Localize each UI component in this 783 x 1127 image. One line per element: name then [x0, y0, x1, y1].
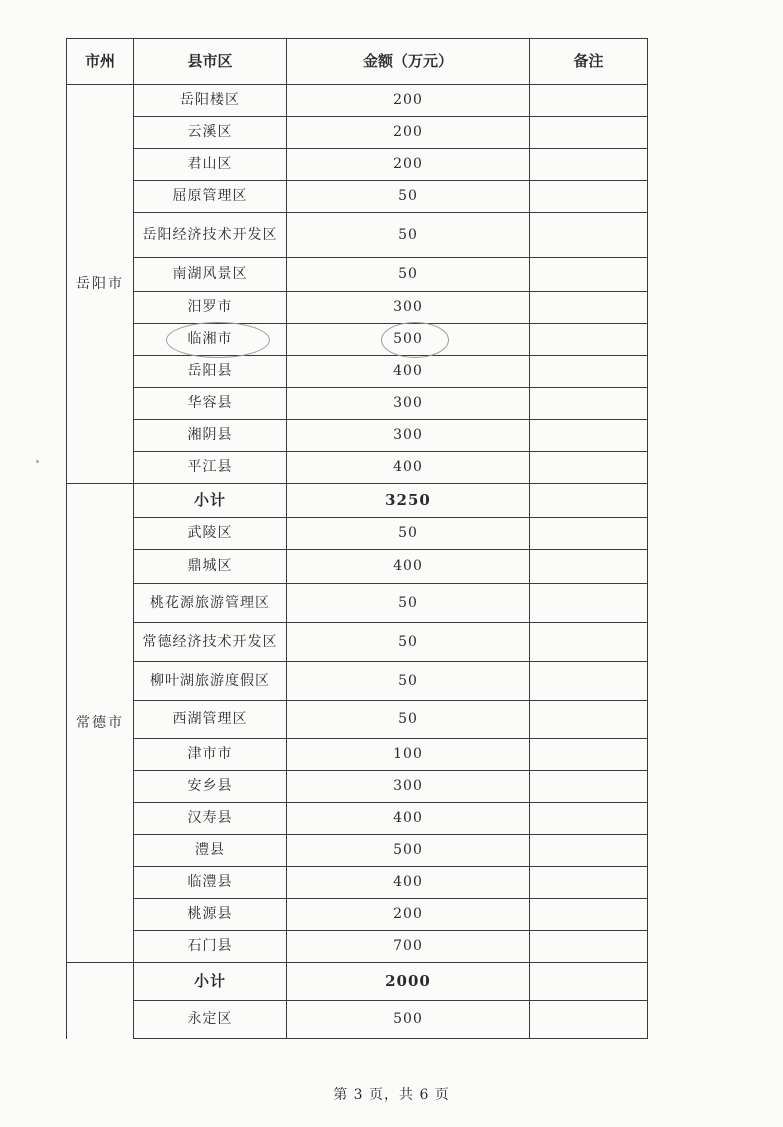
amount-cell: 400: [287, 803, 530, 835]
table-row: [67, 213, 648, 258]
remark-cell: [530, 931, 648, 963]
subtotal-label: 小计: [134, 484, 287, 518]
header-county: 县市区: [134, 39, 287, 85]
table-row: [67, 258, 648, 292]
county-cell: 安乡县: [134, 771, 287, 803]
county-cell: 南湖风景区: [134, 258, 287, 292]
amount-cell: 500: [287, 835, 530, 867]
county-cell: 鼎城区: [134, 550, 287, 584]
county-cell: 岳阳经济技术开发区: [134, 213, 287, 258]
remark-cell: [530, 739, 648, 771]
table-row: [67, 1001, 648, 1039]
amount-cell: 50: [287, 701, 530, 739]
remark-cell: [530, 803, 648, 835]
table-row: [67, 931, 648, 963]
county-cell: 桃花源旅游管理区: [134, 584, 287, 623]
remark-cell: [530, 149, 648, 181]
funding-table: [66, 38, 648, 1039]
county-cell: 柳叶湖旅游度假区: [134, 662, 287, 701]
county-cell: 石门县: [134, 931, 287, 963]
remark-cell: [530, 963, 648, 1001]
amount-cell: 700: [287, 931, 530, 963]
remark-cell: [530, 213, 648, 258]
amount-cell: 200: [287, 85, 530, 117]
amount-cell: 300: [287, 292, 530, 324]
scan-speck: [36, 460, 39, 463]
amount-text: 500: [393, 331, 423, 347]
table-row: [67, 835, 648, 867]
amount-cell-circled: [287, 324, 530, 356]
remark-cell: [530, 518, 648, 550]
county-cell: 云溪区: [134, 117, 287, 149]
county-cell: 津市市: [134, 739, 287, 771]
remark-cell: [530, 388, 648, 420]
amount-cell: 200: [287, 149, 530, 181]
amount-cell: 50: [287, 213, 530, 258]
table-row: [67, 420, 648, 452]
city-cell-changde: 常德市: [67, 484, 134, 963]
table-row: [67, 181, 648, 213]
table-row: [67, 771, 648, 803]
amount-cell: 400: [287, 550, 530, 584]
county-cell: 华容县: [134, 388, 287, 420]
remark-cell: [530, 867, 648, 899]
table-row: [67, 550, 648, 584]
remark-cell: [530, 258, 648, 292]
amount-cell: 200: [287, 899, 530, 931]
amount-cell: 50: [287, 623, 530, 662]
page-footer: 第 3 页，共 6 页: [333, 1087, 450, 1103]
county-cell: 汉寿县: [134, 803, 287, 835]
table-row: [67, 623, 648, 662]
table-row: [67, 584, 648, 623]
table-row: [67, 356, 648, 388]
table-row: [67, 739, 648, 771]
county-cell: 临澧县: [134, 867, 287, 899]
remark-cell: [530, 584, 648, 623]
amount-cell: 500: [287, 1001, 530, 1039]
city-cell-continued: [67, 963, 134, 1039]
remark-cell: [530, 623, 648, 662]
amount-cell: 100: [287, 739, 530, 771]
remark-cell: [530, 550, 648, 584]
remark-cell: [530, 1001, 648, 1039]
subtotal-row: [67, 963, 648, 1001]
table-row: [67, 518, 648, 550]
table-row: [67, 452, 648, 484]
subtotal-row: [67, 484, 648, 518]
table-row: [67, 117, 648, 149]
remark-cell: [530, 662, 648, 701]
table-row: [67, 292, 648, 324]
table-row: [67, 867, 648, 899]
county-cell: 平江县: [134, 452, 287, 484]
amount-cell: 400: [287, 867, 530, 899]
remark-cell: [530, 835, 648, 867]
table-row: [67, 149, 648, 181]
table-row: [67, 662, 648, 701]
remark-cell: [530, 771, 648, 803]
table-row: [67, 324, 648, 356]
remark-cell: [530, 117, 648, 149]
county-cell: 汨罗市: [134, 292, 287, 324]
table-row: [67, 388, 648, 420]
table-row: [67, 701, 648, 739]
remark-cell: [530, 420, 648, 452]
county-cell: 永定区: [134, 1001, 287, 1039]
amount-cell: 400: [287, 452, 530, 484]
county-cell: 湘阴县: [134, 420, 287, 452]
remark-cell: [530, 701, 648, 739]
remark-cell: [530, 292, 648, 324]
amount-cell: 50: [287, 584, 530, 623]
header-city: 市州: [67, 39, 134, 85]
amount-cell: 300: [287, 771, 530, 803]
subtotal-label: 小计: [134, 963, 287, 1001]
remark-cell: [530, 484, 648, 518]
city-cell-yueyang: 岳阳市: [67, 85, 134, 484]
amount-cell: 400: [287, 356, 530, 388]
amount-cell: 50: [287, 518, 530, 550]
county-cell: 常德经济技术开发区: [134, 623, 287, 662]
table-row: [67, 85, 648, 117]
amount-cell: 300: [287, 388, 530, 420]
county-cell: 岳阳楼区: [134, 85, 287, 117]
amount-cell: 50: [287, 258, 530, 292]
county-cell: 武陵区: [134, 518, 287, 550]
remark-cell: [530, 899, 648, 931]
table-row: [67, 803, 648, 835]
county-cell: 岳阳县: [134, 356, 287, 388]
county-cell: 屈原管理区: [134, 181, 287, 213]
subtotal-value: 2000: [287, 963, 530, 1001]
amount-cell: 50: [287, 181, 530, 213]
table-row: [67, 899, 648, 931]
remark-cell: [530, 181, 648, 213]
county-cell: 君山区: [134, 149, 287, 181]
header-amount: 金额（万元）: [287, 39, 530, 85]
remark-cell: [530, 324, 648, 356]
subtotal-value: 3250: [287, 484, 530, 518]
remark-cell: [530, 356, 648, 388]
amount-cell: 200: [287, 117, 530, 149]
header-remark: 备注: [530, 39, 648, 85]
county-cell-circled: [134, 324, 287, 356]
county-text: 临湘市: [187, 331, 233, 347]
remark-cell: [530, 452, 648, 484]
amount-cell: 50: [287, 662, 530, 701]
amount-cell: 300: [287, 420, 530, 452]
county-cell: 澧县: [134, 835, 287, 867]
county-cell: 西湖管理区: [134, 701, 287, 739]
county-cell: 桃源县: [134, 899, 287, 931]
table-header-row: [67, 39, 648, 85]
remark-cell: [530, 85, 648, 117]
